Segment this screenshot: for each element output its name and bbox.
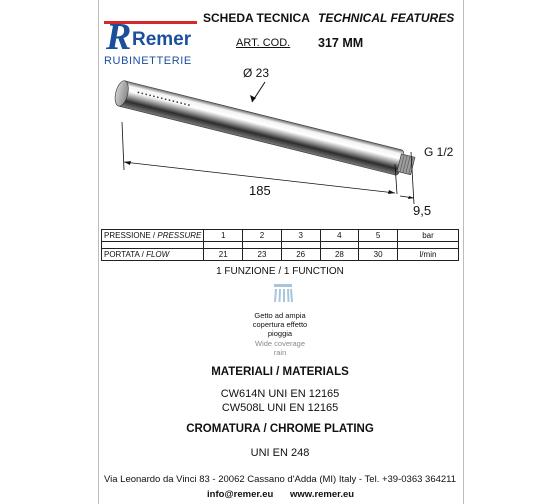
pressure-value: 1 <box>204 230 243 242</box>
footer-address: Via Leonardo da Vinci 83 - 20062 Cassano d'Adda (MI) Italy - Tel. +39-0363 364211 <box>103 474 457 485</box>
table-row-flow <box>102 249 459 261</box>
diameter-label: Ø 23 <box>243 66 270 80</box>
flow-label-en: FLOW <box>146 250 170 259</box>
jet-description-en <box>0 339 560 357</box>
shower-spray-icon <box>271 283 295 303</box>
jet-line: rain <box>273 348 287 357</box>
brand-subtitle: RUBINETTERIE <box>104 55 192 67</box>
plating-line: UNI EN 248 <box>250 447 310 459</box>
jet-line: Getto ad ampia <box>254 311 306 320</box>
jet-line: pioggia <box>267 329 293 338</box>
flow-value: 23 <box>243 249 282 261</box>
article-code-label: ART. COD. <box>236 37 291 49</box>
flow-label: PORTATA / <box>104 250 147 259</box>
flow-value: 30 <box>359 249 398 261</box>
jet-description-it <box>0 311 560 338</box>
thread-label: G 1/2 <box>424 145 454 159</box>
materials-heading: MATERIALI / MATERIALS <box>211 366 349 378</box>
article-code-value: 317 MM <box>318 36 364 50</box>
table-row-pressure <box>102 230 459 242</box>
table-row-gap <box>102 242 459 249</box>
plating-heading: CROMATURA / CHROME PLATING <box>186 423 374 435</box>
flow-label-cell <box>102 249 204 261</box>
function-title: 1 FUNZIONE / 1 FUNCTION <box>216 266 344 277</box>
flow-value: 26 <box>281 249 320 261</box>
jet-line: copertura effetto <box>252 320 308 329</box>
materials-line-2: CW508L UNI EN 12165 <box>221 402 339 414</box>
brand-logo-text: Remer <box>132 29 192 50</box>
pressure-label: PRESSIONE / <box>104 231 158 240</box>
pressure-value: 4 <box>320 230 359 242</box>
pressure-value: 3 <box>281 230 320 242</box>
flow-unit: l/min <box>397 249 458 261</box>
flow-value: 21 <box>204 249 243 261</box>
flow-value: 28 <box>320 249 359 261</box>
footer-website[interactable]: www.remer.eu <box>290 489 355 500</box>
jet-line: Wide coverage <box>254 339 306 348</box>
title-english: TECHNICAL FEATURES <box>318 11 455 25</box>
pressure-unit: bar <box>397 230 458 242</box>
length-label: 185 <box>249 183 271 198</box>
pressure-value: 5 <box>359 230 398 242</box>
materials-line-1: CW614N UNI EN 12165 <box>220 388 340 400</box>
brand-logo <box>104 11 197 53</box>
pressure-value: 2 <box>243 230 282 242</box>
svg-text:R: R <box>106 16 132 53</box>
title-italian: SCHEDA TECNICA <box>203 11 310 25</box>
end-length-label: 9,5 <box>413 203 432 218</box>
shower-handle-image <box>113 79 416 178</box>
pressure-label-en: PRESSURE <box>157 231 202 240</box>
performance-table <box>101 229 459 261</box>
pressure-label-cell <box>102 230 204 242</box>
technical-drawing <box>100 62 462 222</box>
footer-email[interactable]: info@remer.eu <box>207 489 274 500</box>
